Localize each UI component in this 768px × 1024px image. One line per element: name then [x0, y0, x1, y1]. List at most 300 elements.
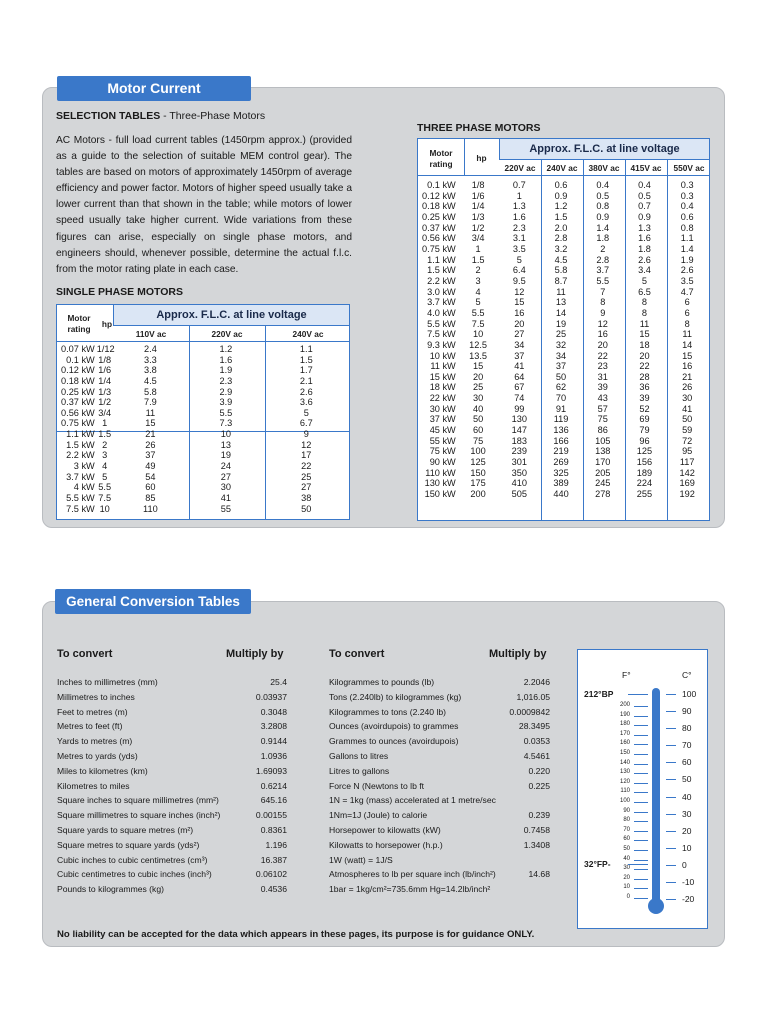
- three-phase-cell: 11 kW: [430, 361, 456, 372]
- three-phase-cell: 99: [514, 403, 525, 414]
- conversion-left-row: [57, 808, 287, 823]
- celsius-tick-label: 100: [682, 689, 697, 699]
- single-phase-row: [57, 472, 349, 483]
- thermometer-bulb: [648, 898, 664, 914]
- conversion-left-label: Millimetres to inches: [57, 691, 135, 702]
- single-phase-cell: 1.9: [219, 365, 233, 376]
- three-phase-cell: 156: [636, 457, 653, 468]
- single-phase-cell: 30: [220, 482, 231, 493]
- celsius-tick: [666, 745, 676, 746]
- three-phase-cell: 37: [555, 361, 567, 372]
- conversion-left-row: [57, 823, 287, 838]
- conversion-right-label: Kilowatts to horsepower (h.p.): [329, 839, 443, 850]
- three-phase-row: [418, 436, 709, 447]
- conversion-left-row: [57, 690, 287, 705]
- single-phase-row: [57, 440, 349, 451]
- conversion-left-label: Kilometres to miles: [57, 780, 130, 791]
- three-phase-cell: 37: [514, 350, 525, 361]
- conversion-right-row: [329, 764, 550, 779]
- single-col-v2: 220V ac: [211, 329, 243, 339]
- single-phase-cell: 1: [102, 418, 108, 429]
- single-phase-cell: 1/12: [96, 344, 115, 354]
- three-phase-row: [418, 244, 709, 255]
- three-phase-cell: 192: [679, 489, 695, 500]
- celsius-tick-label: 10: [682, 842, 692, 853]
- fahrenheit-tick: [634, 869, 648, 870]
- fahrenheit-tick-label: 30: [623, 865, 630, 872]
- three-phase-cell: 8: [641, 307, 648, 318]
- single-phase-cell: 1/8: [98, 354, 112, 365]
- single-phase-row: [57, 397, 349, 408]
- three-phase-cell: 389: [553, 478, 569, 489]
- three-phase-cell: 125: [636, 446, 653, 457]
- conversion-left-factor: 25.4: [270, 677, 287, 687]
- three-phase-cell: 30: [682, 393, 693, 404]
- three-col-v4: 415V ac: [630, 163, 662, 173]
- three-phase-cell: 50: [555, 371, 567, 382]
- three-phase-cell: 34: [555, 350, 567, 361]
- celsius-tick-label: 0: [682, 859, 687, 870]
- three-phase-row: [418, 191, 709, 202]
- three-phase-cell: 440: [553, 489, 569, 500]
- conversion-right-label: Atmospheres to lb per square inch (lb/inch²): [329, 869, 496, 880]
- single-phase-cell: 38: [301, 492, 312, 503]
- fahrenheit-tick-label: 170: [619, 730, 630, 737]
- conversion-right-label: 1W (watt) = 1J/S: [329, 854, 393, 865]
- three-phase-cell: 0.18 kW: [422, 201, 456, 212]
- fahrenheit-tick-label: 60: [623, 836, 630, 843]
- single-phase-cell: 3: [102, 450, 108, 461]
- single-phase-cell: 2.6: [299, 386, 313, 397]
- single-phase-cell: 2.3: [219, 375, 233, 386]
- three-phase-cell: 1.1 kW: [427, 254, 456, 265]
- conversion-left-row: [57, 734, 287, 749]
- three-phase-cell: 325: [553, 467, 569, 478]
- three-phase-cell: 41: [682, 403, 693, 414]
- three-col-v2: 240V ac: [546, 163, 578, 173]
- single-phase-cell: 3.7 kW: [66, 471, 95, 482]
- three-phase-cell: 0.6: [680, 211, 694, 222]
- three-phase-cell: 57: [597, 403, 608, 414]
- three-phase-cell: 95: [682, 446, 693, 457]
- fahrenheit-tick-label: 20: [623, 874, 630, 881]
- single-phase-cell: 12: [301, 439, 312, 450]
- single-phase-cell: 6.7: [299, 418, 313, 429]
- single-phase-cell: 2.2 kW: [66, 450, 95, 461]
- three-phase-cell: 37 kW: [429, 414, 456, 425]
- three-phase-cell: 5.5 kW: [427, 318, 456, 329]
- conversion-right-row: [329, 749, 550, 764]
- conversion-right-factor: 0.239: [528, 810, 550, 821]
- three-phase-cell: 22: [639, 361, 650, 372]
- three-phase-cell: 16: [514, 307, 525, 318]
- right-col-multiply-header: Multiply by: [489, 648, 547, 660]
- fahrenheit-tick-label: 0: [626, 894, 630, 900]
- single-col-hp: hp: [101, 319, 113, 329]
- left-col-multiply-header: Multiply by: [226, 648, 284, 660]
- three-col-v5: 550V ac: [673, 163, 705, 173]
- three-phase-cell: 2.6: [638, 254, 651, 265]
- fahrenheit-tick: [634, 773, 648, 774]
- single-phase-cell: 9: [303, 429, 309, 440]
- three-phase-cell: 0.75 kW: [422, 243, 456, 254]
- three-phase-cell: 20: [597, 339, 608, 350]
- three-phase-cell: 3.0 kW: [427, 286, 456, 297]
- three-phase-cell: 1.5: [554, 211, 568, 222]
- celsius-tick-label: 70: [682, 740, 692, 751]
- conversion-right-row: [329, 867, 550, 882]
- freezing-point-tick: [628, 864, 648, 865]
- celsius-tick: [666, 831, 676, 832]
- single-phase-cell: 0.37 kW: [61, 397, 95, 408]
- conversion-left-label: Cubic centimetres to cubic inches (inch³): [57, 869, 212, 880]
- three-phase-cell: 189: [636, 467, 653, 478]
- three-phase-cell: 6.4: [512, 265, 526, 276]
- conversion-left-factor: 0.8361: [260, 824, 287, 835]
- three-phase-cell: 60: [472, 425, 484, 436]
- three-phase-cell: 59: [682, 425, 693, 436]
- conversion-left-row: [57, 882, 287, 897]
- three-phase-cell: 0.56 kW: [422, 233, 456, 244]
- conversion-left-row: [57, 705, 287, 720]
- single-phase-cell: 5.8: [143, 386, 157, 397]
- three-phase-cell: 14: [555, 307, 567, 318]
- single-phase-cell: 0.07 kW: [61, 344, 95, 354]
- three-phase-cell: 12.5: [469, 339, 488, 350]
- three-phase-row: [418, 372, 709, 383]
- single-phase-cell: 0.12 kW: [61, 365, 95, 376]
- fahrenheit-tick-label: 180: [619, 721, 630, 728]
- single-phase-cell: 1.2: [219, 344, 233, 354]
- conversion-right-factor: 1,016.05: [516, 691, 550, 702]
- celsius-tick-label: 80: [682, 723, 692, 734]
- three-phase-cell: 96: [639, 435, 650, 446]
- three-phase-table: [417, 138, 710, 521]
- three-phase-row: [418, 287, 709, 298]
- three-phase-cell: 2.8: [596, 254, 610, 265]
- conversion-left-row: [57, 793, 287, 808]
- three-phase-row: [418, 489, 709, 500]
- single-phase-cell: 54: [145, 471, 156, 482]
- conversion-left-label: Miles to kilometres (km): [57, 765, 148, 776]
- conversion-left-label: Feet to metres (m): [57, 706, 128, 717]
- three-phase-cell: 110 kW: [425, 467, 456, 478]
- three-phase-cell: 4.0 kW: [427, 307, 456, 318]
- conversion-right-row: [329, 705, 550, 720]
- three-phase-cell: 0.5: [596, 190, 610, 201]
- three-phase-cell: 1: [475, 243, 481, 254]
- conversion-right-factor: 0.7458: [523, 824, 550, 835]
- three-phase-cell: 1.6: [512, 211, 526, 222]
- three-phase-cell: 5: [641, 275, 648, 286]
- single-phase-cell: 0.18 kW: [61, 375, 95, 386]
- conversion-right-row: [329, 838, 550, 853]
- single-phase-cell: 3/4: [98, 407, 112, 418]
- single-phase-cell: 1.1: [299, 344, 313, 354]
- three-phase-cell: 350: [511, 467, 527, 478]
- three-phase-cell: 1.3: [638, 222, 651, 233]
- three-phase-cell: 18 kW: [429, 382, 456, 393]
- three-phase-cell: 6: [684, 307, 690, 318]
- single-phase-cell: 27: [220, 471, 231, 482]
- three-phase-cell: 39: [597, 382, 608, 393]
- selection-tables-heading: [56, 110, 265, 122]
- three-phase-cell: 3.4: [638, 265, 651, 276]
- three-phase-cell: 0.3: [680, 180, 694, 190]
- three-phase-cell: 10 kW: [429, 350, 456, 361]
- single-phase-cell: 1/2: [98, 397, 112, 408]
- three-phase-cell: 12: [597, 318, 608, 329]
- three-phase-cell: 4.7: [680, 286, 694, 297]
- single-phase-cell: 3.3: [143, 354, 157, 365]
- three-phase-cell: 6.5: [638, 286, 651, 297]
- celsius-tick: [666, 899, 676, 900]
- conversion-right-label: Gallons to litres: [329, 750, 389, 761]
- single-phase-cell: 13: [220, 439, 231, 450]
- three-phase-cell: 23: [597, 361, 608, 372]
- three-phase-cell: 22 kW: [429, 393, 456, 404]
- three-phase-row: [418, 223, 709, 234]
- three-phase-cell: 0.5: [638, 190, 651, 201]
- single-phase-cell: 2.4: [144, 344, 157, 354]
- single-phase-cell: 7.5 kW: [66, 503, 95, 514]
- single-phase-cell: 0.56 kW: [61, 407, 95, 418]
- three-phase-cell: 5.5: [471, 307, 485, 318]
- three-phase-cell: 72: [682, 435, 693, 446]
- three-phase-cell: 50: [472, 414, 484, 425]
- three-phase-cell: 4: [475, 286, 481, 297]
- conversion-left-label: Square inches to square millimetres (mm²): [57, 795, 219, 806]
- three-phase-cell: 6: [684, 297, 690, 308]
- three-phase-row: [418, 468, 709, 479]
- conversion-left-label: Yards to metres (m): [57, 736, 133, 747]
- celsius-tick: [666, 797, 676, 798]
- three-phase-row: [418, 425, 709, 436]
- three-phase-cell: 1/2: [471, 222, 485, 233]
- celsius-tick-label: 20: [682, 825, 692, 836]
- celsius-tick-label: 40: [682, 791, 692, 802]
- three-phase-cell: 142: [679, 467, 695, 478]
- single-phase-cell: 21: [145, 429, 156, 440]
- conversion-right-label: Ounces (avoirdupois) to grammes: [329, 721, 459, 732]
- celsius-tick-label: -10: [682, 876, 695, 887]
- conversion-list-right: [329, 675, 550, 897]
- conversion-left-factor: 0.06102: [255, 869, 287, 880]
- fahrenheit-tick: [634, 812, 648, 813]
- three-phase-cell: 3.1: [512, 233, 526, 244]
- conversion-right-label: Kilogrammes to tons (2.240 lb): [329, 706, 447, 717]
- three-phase-cell: 10: [472, 329, 484, 340]
- three-phase-cell: 2.2 kW: [427, 275, 456, 286]
- three-phase-cell: 27: [514, 329, 525, 340]
- three-phase-cell: 86: [597, 425, 608, 436]
- three-phase-row: [418, 457, 709, 468]
- fahrenheit-tick-label: 10: [623, 884, 630, 891]
- fahrenheit-tick: [634, 879, 648, 880]
- three-phase-cell: 34: [514, 339, 525, 350]
- three-phase-cell: 130 kW: [424, 478, 456, 489]
- fahrenheit-tick: [634, 840, 648, 841]
- three-phase-row: [418, 404, 709, 415]
- fahrenheit-tick: [634, 725, 648, 726]
- single-phase-cell: 5.5 kW: [66, 492, 95, 503]
- three-phase-cell: 150 kW: [424, 489, 456, 500]
- thermometer-tube: [652, 688, 660, 902]
- three-phase-cell: 169: [679, 478, 695, 489]
- conversion-left-row: [57, 853, 287, 868]
- single-phase-cell: 19: [220, 450, 231, 461]
- single-phase-row: [57, 461, 349, 472]
- single-phase-row: [57, 504, 349, 515]
- three-phase-cell: 8: [641, 297, 648, 308]
- three-phase-cell: 1.4: [680, 243, 694, 254]
- celsius-tick: [666, 728, 676, 729]
- intro-paragraph: AC Motors - full load current tables (1450rpm approx.) (provided as a guide to the selection of suitable MEM control gear). The tables are based on motors of approximately 1450rpm of average efficiency and power factor. Motors of higher speed usually take a lower current than that shown in the table; while motors of lower speed usually take higher current. Wide variations from these figures can arise, especially on single phase motors, and engineers should, whenever possible, determine the actual f.l.c. from the motor rating plate in each case.: [56, 135, 352, 275]
- conversion-left-label: Cubic inches to cubic centimetres (cm³): [57, 854, 208, 865]
- three-phase-cell: 70: [555, 393, 567, 404]
- three-phase-cell: 117: [679, 457, 695, 468]
- three-phase-cell: 2.8: [554, 233, 568, 244]
- three-phase-row: [418, 478, 709, 489]
- three-flc-header: Approx. F.L.C. at line voltage: [499, 139, 709, 160]
- three-phase-cell: 1.6: [638, 233, 651, 244]
- single-phase-row: [57, 493, 349, 504]
- conversion-left-label: Square yards to square metres (m²): [57, 824, 194, 835]
- three-phase-cell: 0.8: [596, 201, 610, 212]
- three-phase-cell: 1.4: [596, 222, 610, 233]
- celsius-tick: [666, 882, 676, 883]
- fahrenheit-tick: [634, 716, 648, 717]
- three-phase-cell: 9.3 kW: [427, 339, 456, 350]
- single-phase-cell: 17: [301, 450, 312, 461]
- three-phase-row: [418, 446, 709, 457]
- fahrenheit-tick-label: 90: [623, 807, 630, 814]
- single-phase-cell: 7.9: [143, 397, 157, 408]
- three-phase-cell: 11: [556, 286, 566, 297]
- three-phase-row: [418, 180, 709, 191]
- fahrenheit-tick-label: 140: [619, 759, 630, 766]
- three-phase-cell: 170: [595, 457, 611, 468]
- fahrenheit-tick: [634, 888, 648, 889]
- single-phase-cell: 2: [102, 439, 108, 450]
- three-phase-cell: 15: [472, 361, 484, 372]
- three-phase-row: [418, 201, 709, 212]
- conversion-left-factor: 0.6214: [260, 780, 287, 791]
- three-phase-cell: 0.9: [638, 211, 651, 222]
- fahrenheit-tick-label: 40: [623, 855, 630, 862]
- three-phase-cell: 505: [511, 489, 527, 500]
- three-phase-cell: 7.5: [471, 318, 485, 329]
- three-phase-cell: 28: [639, 371, 650, 382]
- three-phase-cell: 20: [639, 350, 650, 361]
- three-phase-row: [418, 233, 709, 244]
- conversion-left-row: [57, 749, 287, 764]
- single-phase-cell: 0.1 kW: [66, 354, 95, 365]
- three-phase-cell: 0.9: [554, 190, 568, 201]
- three-phase-cell: 0.37 kW: [422, 222, 456, 233]
- selection-tables-bold: SELECTION TABLES: [56, 110, 161, 122]
- liability-footer: No liability can be accepted for the data which appears in these pages, its purpose is for guidance ONLY.: [57, 929, 535, 940]
- three-phase-cell: 8.7: [554, 275, 568, 286]
- three-phase-cell: 1.8: [596, 233, 610, 244]
- single-phase-row: [57, 482, 349, 493]
- celsius-tick-label: 50: [682, 774, 692, 785]
- single-phase-cell: 37: [145, 450, 156, 461]
- single-phase-cell: 22: [301, 461, 312, 472]
- three-phase-cell: 9: [600, 307, 606, 318]
- three-phase-cell: 3/4: [471, 233, 485, 244]
- three-phase-cell: 166: [553, 435, 569, 446]
- conversion-left-label: Pounds to kilogrammes (kg): [57, 884, 164, 895]
- conversion-tab: General Conversion Tables: [55, 589, 251, 614]
- three-phase-cell: 245: [595, 478, 611, 489]
- three-phase-cell: 15: [682, 350, 693, 361]
- three-phase-cell: 200: [470, 489, 486, 500]
- conversion-left-label: Metres to feet (ft): [57, 721, 123, 732]
- three-phase-cell: 0.3: [680, 190, 694, 201]
- single-phase-cell: 1.5: [299, 354, 313, 365]
- conversion-left-factor: 1.0936: [260, 750, 287, 761]
- conversion-right-factor: 14.68: [528, 869, 550, 880]
- single-phase-cell: 5: [102, 471, 108, 482]
- three-phase-cell: 175: [470, 478, 486, 489]
- motor-current-tab: Motor Current: [57, 76, 251, 101]
- conversion-left-row: [57, 838, 287, 853]
- three-phase-cell: 39: [639, 393, 650, 404]
- fahrenheit-tick-label: 120: [619, 778, 630, 785]
- three-phase-cell: 74: [514, 393, 525, 404]
- three-phase-cell: 5: [475, 297, 481, 308]
- conversion-left-row: [57, 675, 287, 690]
- single-phase-cell: 4.5: [143, 375, 157, 386]
- conversion-right-factor: 28.3495: [518, 721, 550, 732]
- three-phase-cell: 1: [516, 190, 522, 201]
- single-phase-cell: 1/3: [98, 386, 112, 397]
- single-phase-cell: 7.3: [219, 418, 233, 429]
- celsius-tick: [666, 848, 676, 849]
- three-phase-cell: 105: [595, 435, 611, 446]
- three-col-rating: Motor rating: [429, 148, 453, 169]
- three-phase-cell: 32: [555, 339, 567, 350]
- fahrenheit-tick: [634, 898, 648, 899]
- single-phase-row: [57, 387, 349, 398]
- three-phase-cell: 3.7: [596, 265, 610, 276]
- single-phase-heading: SINGLE PHASE MOTORS: [56, 286, 183, 298]
- three-phase-cell: 269: [553, 457, 569, 468]
- boiling-point-label: 212°BP: [584, 689, 614, 699]
- celsius-tick: [666, 779, 676, 780]
- three-phase-cell: 13.5: [469, 350, 488, 361]
- fahrenheit-tick: [634, 821, 648, 822]
- three-phase-cell: 25: [555, 329, 567, 340]
- right-col-convert-header: To convert: [329, 648, 385, 660]
- three-phase-cell: 1.2: [554, 201, 568, 212]
- conversion-left-factor: 0.03937: [255, 691, 287, 702]
- fahrenheit-tick-label: 190: [619, 711, 630, 718]
- single-col-rating: Motor rating: [67, 313, 91, 334]
- three-phase-cell: 75: [597, 414, 608, 425]
- conversion-right-label: Grammes to ounces (avoirdupois): [329, 736, 459, 747]
- single-phase-row: [57, 408, 349, 419]
- three-phase-cell: 20: [472, 371, 484, 382]
- single-phase-cell: 5: [303, 407, 309, 418]
- three-phase-cell: 1.5: [471, 254, 485, 265]
- three-phase-cell: 55 kW: [429, 435, 456, 446]
- three-phase-cell: 90 kW: [429, 457, 456, 468]
- fahrenheit-tick-label: 130: [619, 769, 630, 776]
- single-phase-cell: 4 kW: [73, 482, 95, 493]
- fahrenheit-tick: [634, 744, 648, 745]
